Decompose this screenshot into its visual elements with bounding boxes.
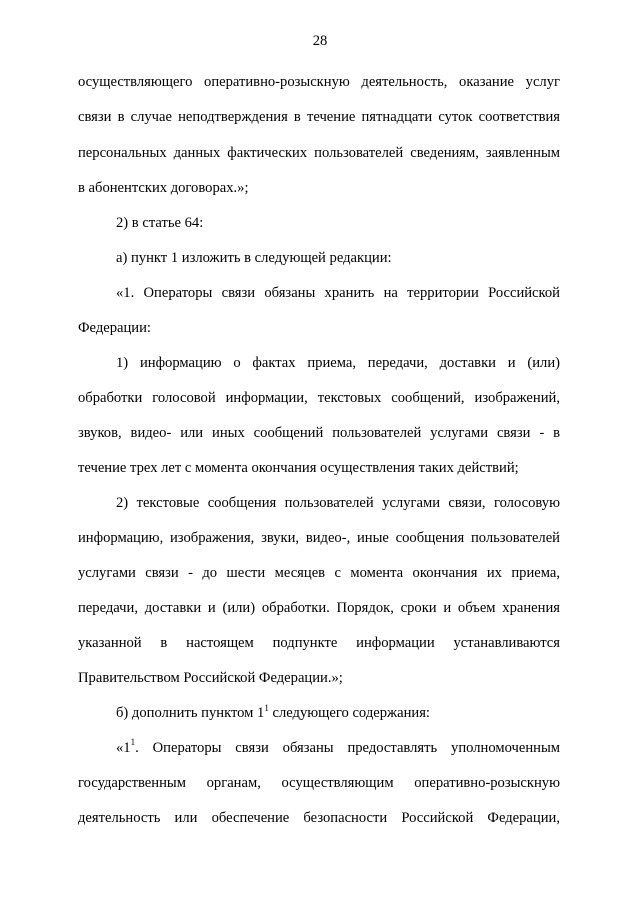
page-number: 28	[312, 33, 328, 49]
superscript: 1	[130, 737, 136, 747]
text-line: информацию, изображения, звуки, видео-, иные сообщения пользователей	[78, 530, 560, 546]
text-line: обработки голосовой информации, текстовых сообщений, изображений,	[78, 390, 560, 406]
text-line: Правительством Российской Федерации.»;	[78, 670, 343, 686]
text-line: а) пункт 1 изложить в следующей редакции:	[116, 250, 392, 266]
text-line: услугами связи - до шести месяцев с момента окончания их приема,	[78, 565, 560, 581]
text-line: указанной в настоящем подпункте информации устанавливаются	[78, 635, 560, 651]
text-line: связи в случае неподтверждения в течение пятнадцати суток соответствия	[78, 109, 560, 125]
text-line: государственным органам, осуществляющим оперативно-розыскную	[78, 775, 560, 791]
text-line	[116, 704, 560, 723]
text-line: деятельность или обеспечение безопасности Российской Федерации,	[78, 810, 560, 826]
text-line: передачи, доставки и (или) обработки. Порядок, сроки и объем хранения	[78, 600, 560, 616]
text-fragment: следующего содержания:	[268, 705, 430, 721]
text-line: «1. Операторы связи обязаны хранить на территории Российской	[116, 285, 560, 301]
text-line: Федерации:	[78, 320, 151, 336]
text-line: персональных данных фактических пользователей сведениям, заявленным	[78, 145, 560, 161]
text-fragment: . Операторы связи обязаны предоставлять уполномоченным	[135, 740, 560, 756]
text-line	[116, 739, 560, 757]
text-line: в абонентских договорах.»;	[78, 180, 249, 196]
text-line: 2) в статье 64:	[116, 215, 204, 231]
superscript: 1	[264, 703, 269, 713]
text-line: течение трех лет с момента окончания осуществления таких действий;	[78, 460, 519, 476]
text-line: осуществляющего оперативно-розыскную деятельность, оказание услуг	[78, 74, 560, 90]
text-line: звуков, видео- или иных сообщений пользователей услугами связи - в	[78, 425, 560, 441]
text-line: 1) информацию о фактах приема, передачи, доставки и (или)	[116, 355, 560, 371]
text-line: 2) текстовые сообщения пользователей услугами связи, голосовую	[116, 495, 560, 511]
text-fragment: «1	[116, 740, 131, 756]
text-fragment: б) дополнить пунктом 1	[116, 705, 265, 721]
